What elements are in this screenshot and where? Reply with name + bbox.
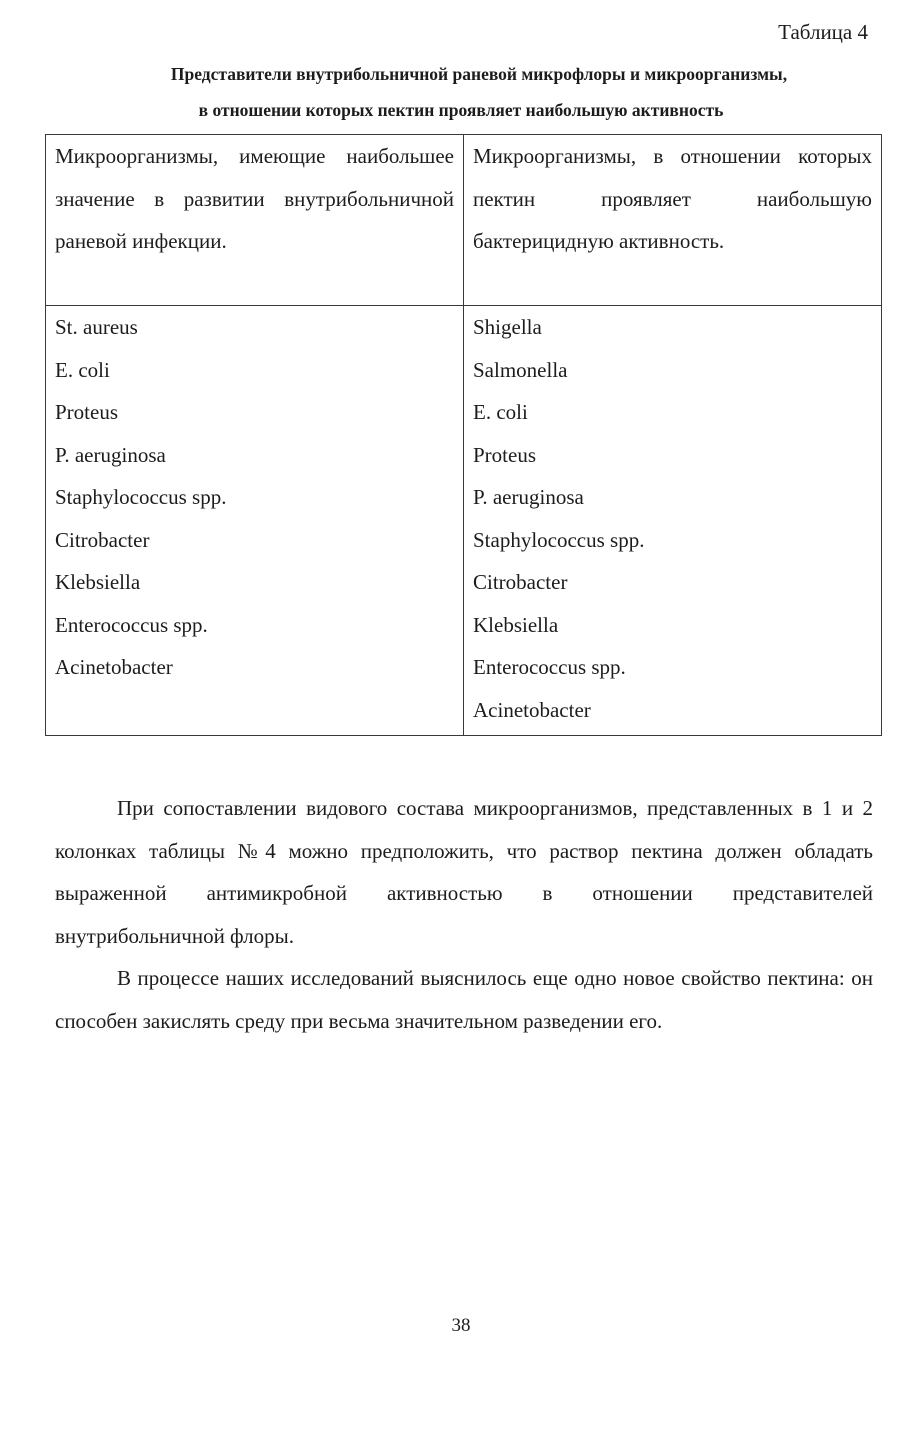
list-item: St. aureus (55, 315, 138, 339)
header-cell-left: Микроорганизмы, имеющие наибольшее значение в развитии внутрибольничной раневой инфекции. (46, 135, 464, 306)
page-number: 38 (451, 1315, 471, 1336)
right-microorganism-list (473, 306, 872, 731)
list-item: Citrobacter (55, 527, 150, 552)
list-item: Shigella (473, 315, 542, 339)
list-item: P. aeruginosa (473, 485, 584, 509)
list-item: Salmonella (473, 357, 568, 382)
microorganisms-table (45, 134, 882, 736)
list-item: Staphylococcus spp. (55, 485, 227, 509)
left-microorganism-list (55, 306, 454, 689)
list-item: Enterococcus spp. (55, 612, 208, 637)
right-column-cell (464, 306, 882, 736)
table-caption-line-1: Представители внутрибольничной раневой микрофлоры и микроорганизмы, (170, 64, 788, 84)
list-item: Proteus (473, 442, 536, 467)
body-paragraph: При сопоставлении видового состава микроорганизмов, представленных в 1 и 2 колонках таблицы №4 можно предположить, что раствор пектина должен обладать выраженной антимикробной активностью в отношении представителей внутрибольничной флоры. (55, 796, 873, 948)
list-item: Citrobacter (473, 570, 568, 594)
table-caption-line-2: в отношении которых пектин проявляет наибольшую активность (198, 100, 724, 120)
list-item: E. coli (473, 400, 528, 424)
table-number: Таблица 4 (778, 20, 868, 44)
list-item: E. coli (55, 357, 110, 382)
body-paragraph: В процессе наших исследований выяснилось еще одно новое свойство пектина: он способен закислять среду при весьма значительном разведении его. (55, 966, 873, 1033)
list-item: Proteus (55, 400, 118, 424)
list-item: Acinetobacter (473, 697, 591, 722)
list-item: Klebsiella (55, 570, 141, 594)
list-item: Klebsiella (473, 612, 559, 637)
left-column-cell (46, 306, 464, 736)
table-header-row (46, 135, 882, 306)
list-item: Enterococcus spp. (473, 655, 626, 679)
list-item: P. aeruginosa (55, 442, 166, 467)
header-cell-right: Микроорганизмы, в отношении которых пектин проявляет наибольшую бактерицидную активность. (464, 135, 882, 306)
list-item: Staphylococcus spp. (473, 527, 645, 552)
table-body-row (46, 306, 882, 736)
list-item: Acinetobacter (55, 655, 173, 679)
